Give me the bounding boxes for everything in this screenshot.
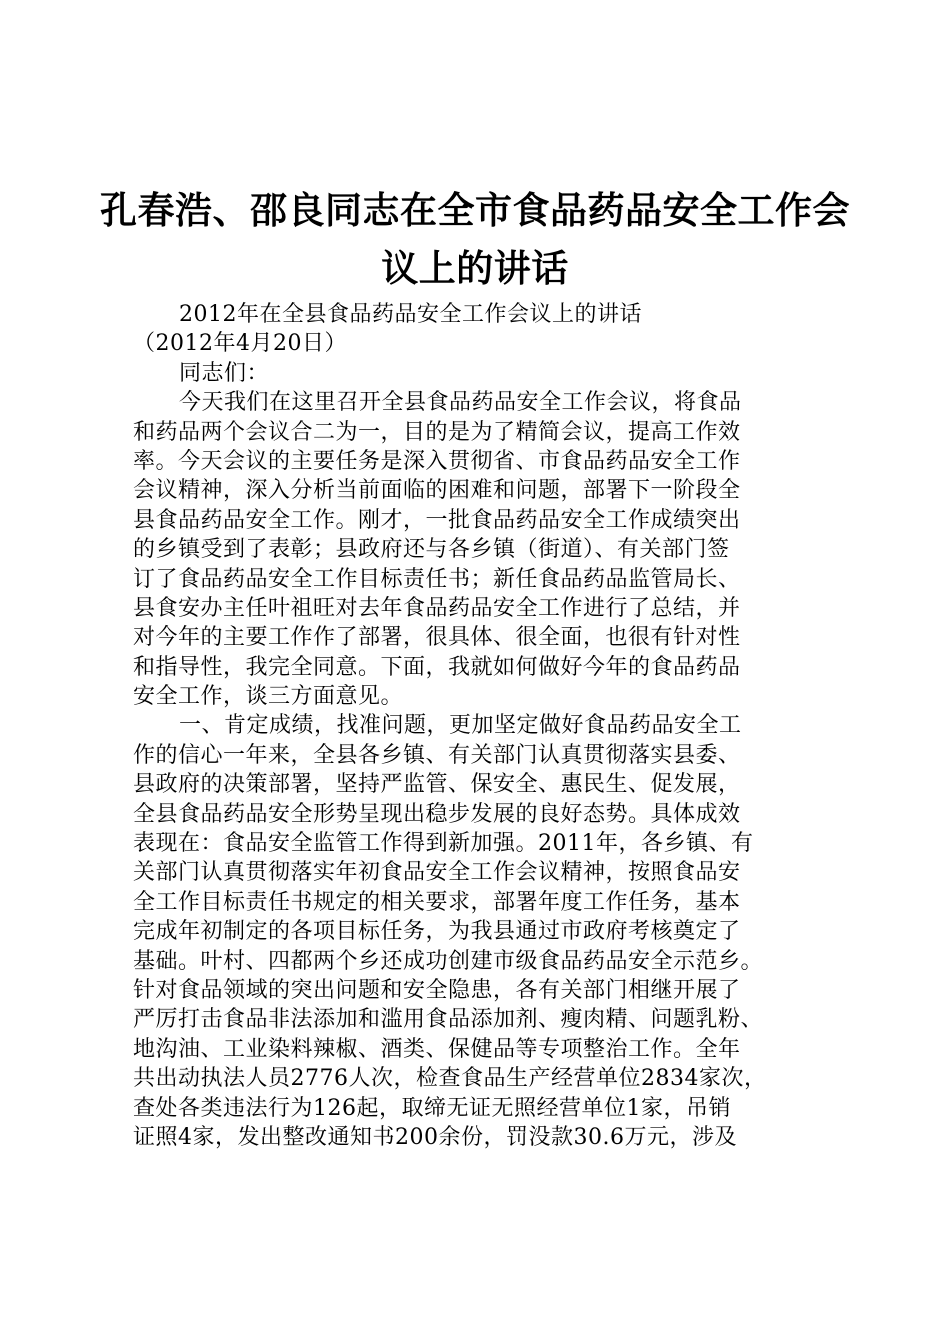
body-line: 会议精神，深入分析当前面临的困难和问题，部署下一阶段全 [133, 478, 741, 504]
body-line: 订了食品药品安全工作目标责任书；新任食品药品监管局长、 [133, 566, 741, 592]
subtitle-line: 2012年在全县食品药品安全工作会议上的讲话 [179, 302, 642, 327]
body-line: 严厉打击食品非法添加和滥用食品添加剂、瘦肉精、问题乳粉、 [133, 1007, 764, 1033]
body-line: 基础。叶村、四都两个乡还成功创建市级食品药品安全示范乡。 [133, 948, 764, 974]
document-title-line-2: 议上的讲话 [381, 247, 569, 290]
salutation-line: 同志们： [179, 360, 270, 386]
body-line: 查处各类违法行为126起，取缔无证无照经营单位1家，吊销 [133, 1095, 731, 1121]
body-line: 和指导性，我完全同意。下面，我就如何做好今年的食品药品 [133, 654, 741, 680]
body-line: 地沟油、工业染料辣椒、酒类、保健品等专项整治工作。全年 [133, 1036, 741, 1062]
body-line: 针对食品领域的突出问题和安全隐患，各有关部门相继开展了 [133, 977, 741, 1003]
body-line: 表现在：食品安全监管工作得到新加强。2011年，各乡镇、有 [133, 831, 754, 857]
date-line: （2012年4月20日） [133, 331, 347, 357]
body-line: 安全工作，谈三方面意见。 [133, 684, 404, 710]
body-line: 全工作目标责任书规定的相关要求，部署年度工作任务，基本 [133, 889, 741, 915]
document-title-line-1: 孔春浩、邵良同志在全市食品药品安全工作会 [100, 189, 850, 232]
body-line: 全县食品药品安全形势呈现出稳步发展的良好态势。具体成效 [133, 801, 741, 827]
body-line: 县食品药品安全工作。刚才，一批食品药品安全工作成绩突出 [133, 507, 741, 533]
body-line: 率。今天会议的主要任务是深入贯彻省、市食品药品安全工作 [133, 448, 741, 474]
body-line: 对今年的主要工作作了部署，很具体、很全面，也很有针对性 [133, 625, 741, 651]
document-body [133, 300, 833, 1152]
body-line: 证照4家，发出整改通知书200余份，罚没款30.6万元，涉及 [133, 1124, 737, 1150]
body-line: 完成年初制定的各项目标任务，为我县通过市政府考核奠定了 [133, 919, 741, 945]
body-line: 作的信心一年来，全县各乡镇、有关部门认真贯彻落实县委、 [133, 742, 741, 768]
body-line: 县食安办主任叶祖旺对去年食品药品安全工作进行了总结，并 [133, 595, 741, 621]
body-line: 共出动执法人员2776人次，检查食品生产经营单位2834家次， [133, 1066, 767, 1092]
body-line: 和药品两个会议合二为一，目的是为了精简会议，提高工作效 [133, 419, 741, 445]
body-line: 今天我们在这里召开全县食品药品安全工作会议，将食品 [179, 390, 742, 416]
section-heading-line: 一、肯定成绩，找准问题，更加坚定做好食品药品安全工 [179, 713, 742, 739]
body-line: 的乡镇受到了表彰；县政府还与各乡镇（街道）、有关部门签 [133, 537, 730, 563]
body-line: 县政府的决策部署，坚持严监管、保安全、惠民生、促发展， [133, 772, 741, 798]
body-line: 关部门认真贯彻落实年初食品安全工作会议精神，按照食品安 [133, 860, 741, 886]
